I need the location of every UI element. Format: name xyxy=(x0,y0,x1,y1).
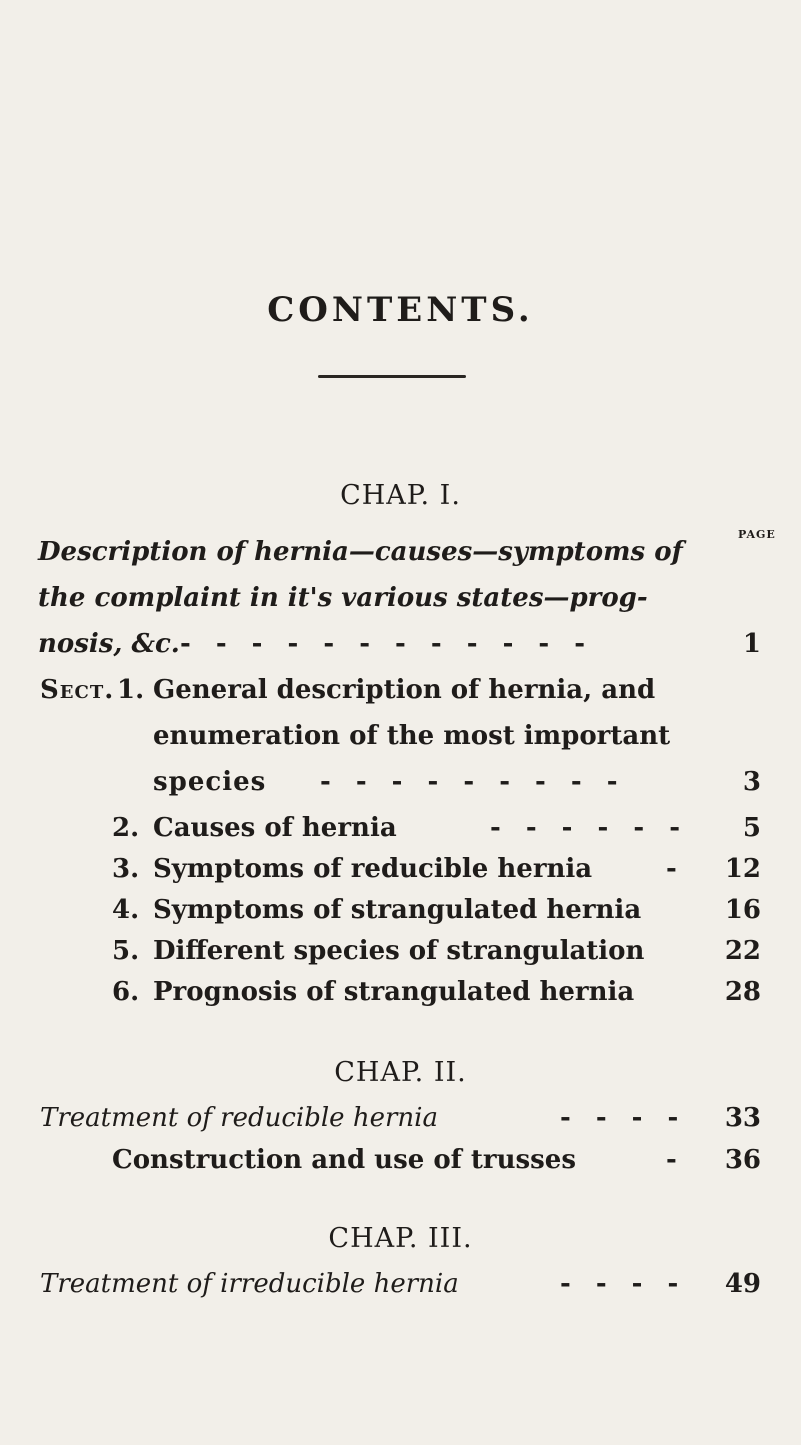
entry-text: nosis, &c. xyxy=(38,629,180,659)
entry-text: Causes of hernia xyxy=(153,813,397,843)
entry-text: the complaint in it's various states—prog- xyxy=(38,583,648,613)
entry-text: Different species of strangulation xyxy=(153,936,645,966)
section-number: 1. xyxy=(117,675,145,705)
section-number: 3. xyxy=(112,854,140,884)
toc-entry xyxy=(0,532,801,572)
toc-entry xyxy=(0,762,801,802)
entry-text: General description of hernia, and xyxy=(153,675,656,705)
entry-text: Symptoms of strangulated hernia xyxy=(153,895,642,925)
toc-entry xyxy=(0,670,801,710)
entry-text: Description of hernia—causes—symptoms of xyxy=(38,537,683,567)
entry-text: Treatment of reducible hernia xyxy=(40,1103,438,1133)
toc-entry xyxy=(0,1098,801,1138)
toc-entry xyxy=(0,808,801,848)
page-number: 33 xyxy=(724,1103,761,1133)
leader-dots: - - - - xyxy=(560,1269,687,1299)
toc-entry xyxy=(0,972,801,1012)
toc-entry xyxy=(0,849,801,889)
section-number: 6. xyxy=(112,977,140,1007)
page-number: 3 xyxy=(742,767,761,797)
entry-text: species xyxy=(153,767,267,797)
entry-text: Construction and use of trusses xyxy=(112,1145,576,1175)
page-number: 28 xyxy=(724,977,761,1007)
toc-entry xyxy=(0,931,801,971)
toc-entry xyxy=(0,578,801,618)
page-title: CONTENTS. xyxy=(267,290,534,330)
page-number: 12 xyxy=(724,854,761,884)
toc-entry xyxy=(0,890,801,930)
page-number: 16 xyxy=(724,895,761,925)
entry-text: Prognosis of strangulated hernia xyxy=(153,977,635,1007)
entry-text: enumeration of the most important xyxy=(153,721,671,751)
toc-entry xyxy=(0,1264,801,1304)
entry-text: Symptoms of reducible hernia xyxy=(153,854,593,884)
page-number: 49 xyxy=(724,1269,761,1299)
toc-entry xyxy=(0,624,801,664)
toc-entry xyxy=(0,716,801,756)
section-number: 2. xyxy=(112,813,140,843)
title-divider xyxy=(318,375,466,378)
leader-dots: - xyxy=(666,1145,685,1175)
entry-text: Treatment of irreducible hernia xyxy=(40,1269,459,1299)
page-number: 1 xyxy=(742,629,761,659)
leader-dots: - - - - - - xyxy=(490,813,689,843)
leader-dots: - - - - xyxy=(560,1103,687,1133)
chapter-3-heading: CHAP. III. xyxy=(328,1223,473,1254)
leader-dots: - xyxy=(666,854,685,884)
section-label: Sect. xyxy=(40,675,115,705)
chapter-1-heading: CHAP. I. xyxy=(340,480,461,511)
section-number: 5. xyxy=(112,936,140,966)
page-number: 36 xyxy=(724,1145,761,1175)
page-number: 5 xyxy=(742,813,761,843)
leader-dots: - - - - - - - - - xyxy=(320,767,626,797)
page-column-heading: PAGE xyxy=(738,528,776,541)
toc-entry xyxy=(0,1140,801,1180)
section-number: 4. xyxy=(112,895,140,925)
page-number: 22 xyxy=(724,936,761,966)
leader-dots: - - - - - - - - - - - - xyxy=(180,629,594,659)
chapter-2-heading: CHAP. II. xyxy=(334,1057,467,1088)
